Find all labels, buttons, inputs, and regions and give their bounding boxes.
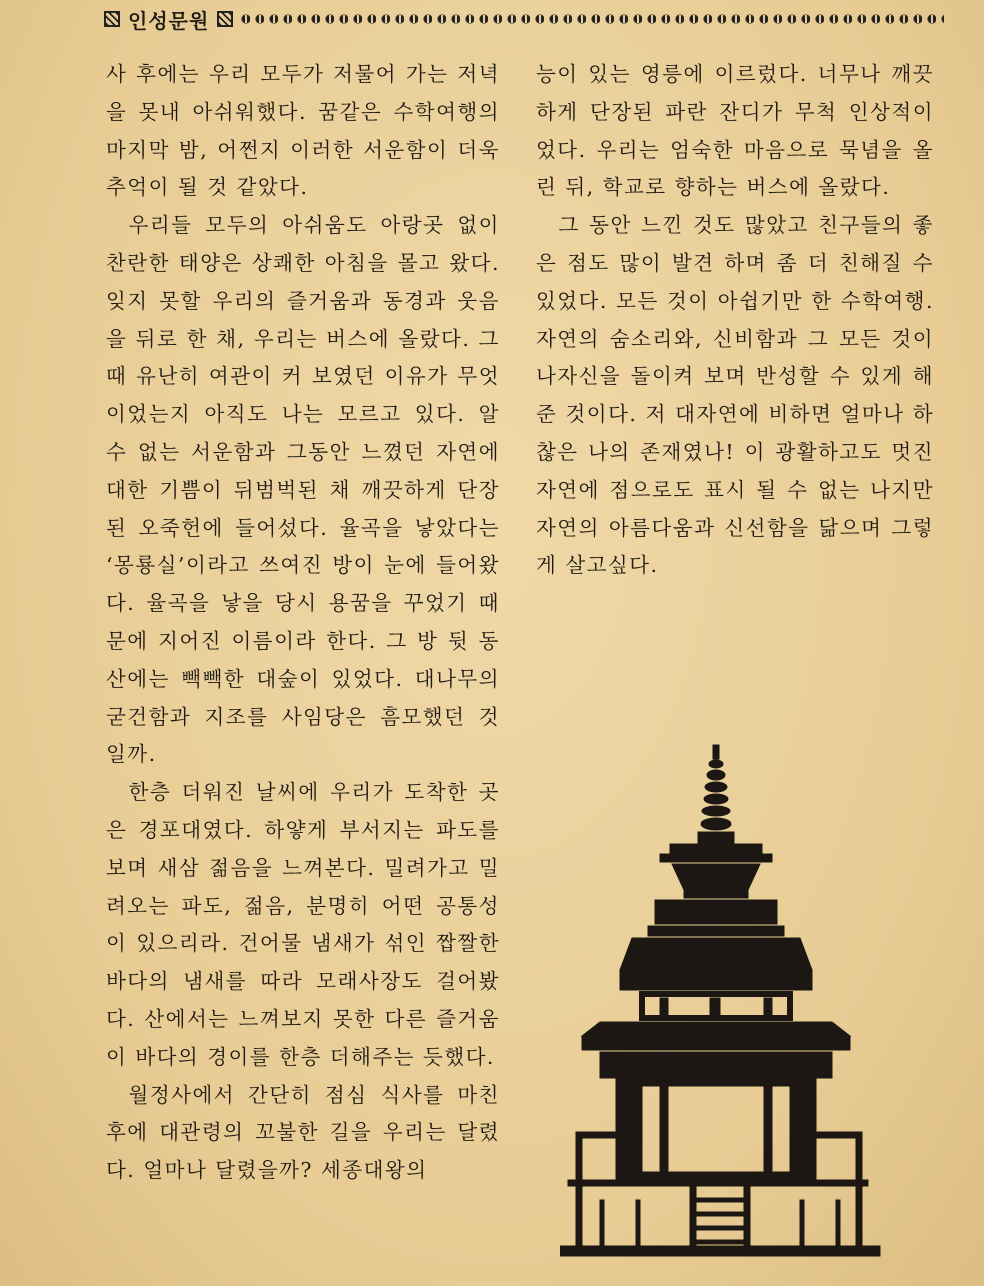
section-header bbox=[104, 6, 944, 32]
pagoda-illustration bbox=[560, 740, 900, 1260]
left-text-column bbox=[106, 56, 500, 1190]
paragraph: 우리들 모두의 아쉬움도 아랑곳 없이 찬란한 태양은 상쾌한 아침을 몰고 왔다. 잊지 못할 우리의 즐거움과 동경과 웃음을 뒤로 한 채, 우리는 버스에 올랐다. 그 때 유난히 여관이 커 보였던 이유가 무엇이었는지 아직도 나는 모르고 있다. 알 수 없는 서운함과 그동안 느꼈던 자연에 대한 기쁨이 뒤범벅된 채 깨끗하게 단장된 오죽헌에 들어섰다. 율곡을 낳았다는 ‘몽룡실’이라고 쓰여진 방이 눈에 들어왔다. 율곡을 낳을 당시 용꿈을 꾸었기 때문에 지어진 이름이라 한다. 그 방 뒷 동산에는 빽빽한 대숲이 있었다. 대나무의 굳건함과 지조를 사임당은 흠모했던 것일까. bbox=[106, 213, 500, 767]
hatched-square-icon bbox=[104, 11, 120, 27]
section-title: 인성문원 bbox=[128, 8, 210, 33]
stone-pagoda-icon bbox=[560, 740, 900, 1260]
paragraph: 월정사에서 간단히 점심 식사를 마친 후에 대관령의 꼬불한 길을 우리는 달렸다. 얼마나 달렸을까? 세종대왕의 bbox=[106, 1082, 500, 1183]
paragraph: 능이 있는 영릉에 이르렀다. 너무나 깨끗하게 단장된 파란 잔디가 무척 인상적이었다. 우리는 엄숙한 마음으로 묵념을 올린 뒤, 학교로 향하는 버스에 올랐다. bbox=[536, 62, 934, 200]
hatched-square-icon bbox=[217, 11, 233, 27]
paragraph: 사 후에는 우리 모두가 저물어 가는 저녁을 못내 아쉬워했다. 꿈같은 수학여행의 마지막 밤, 어쩐지 이러한 서운함이 더욱 추억이 될 것 같았다. bbox=[106, 62, 500, 200]
paragraph: 한층 더워진 날씨에 우리가 도착한 곳은 경포대였다. 하얗게 부서지는 파도를 보며 새삼 젊음을 느껴본다. 밀려가고 밀려오는 파도, 젊음, 분명히 어떤 공통성이 있으리라. 건어물 냄새가 섞인 짭짤한 바다의 냄새를 따라 모래사장도 걸어봤다. 산에서는 느껴보지 못한 다른 즐거움이 바다의 경이를 한층 더해주는 듯했다. bbox=[106, 780, 500, 1069]
right-text-column bbox=[536, 56, 934, 585]
paragraph: 그 동안 느낀 것도 많았고 친구들의 좋은 점도 많이 발견 하며 좀 더 친해질 수 있었다. 모든 것이 아쉽기만 한 수학여행. 자연의 숨소리와, 신비함과 그 모든 것이 나자신을 돌이켜 보며 반성할 수 있게 해 준 것이다. 저 대자연에 비하면 얼마나 하찮은 나의 존재였나! 이 광활하고도 멋진 자연에 점으로도 표시 될 수 없는 나지만 자연의 아름다움과 신선함을 닮으며 그렇게 살고싶다. bbox=[536, 213, 934, 578]
wave-ornament-border bbox=[239, 13, 944, 25]
